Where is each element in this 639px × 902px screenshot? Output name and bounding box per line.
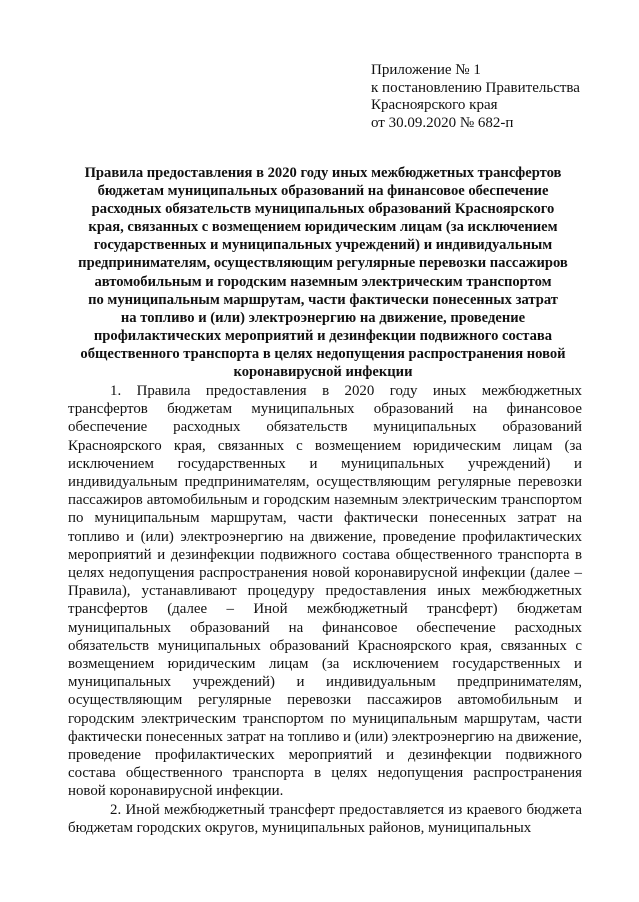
title-line: по муниципальным маршрутам, части фактически понесенных затрат — [88, 291, 558, 308]
title-line: государственных и муниципальных учреждений) и индивидуальным — [93, 237, 553, 254]
annex-reference: к постановлению Правительства — [371, 79, 580, 96]
title-line: расходных обязательств муниципальных образований Красноярского — [91, 201, 555, 218]
document-title — [60, 164, 586, 381]
annex-date-number: от 30.09.2020 № 682-п — [371, 114, 514, 131]
title-line: автомобильным и городским наземным электрическим транспортом — [94, 273, 552, 290]
title-line: коронавирусной инфекции — [233, 364, 413, 381]
title-line: профилактических мероприятий и дезинфекции подвижного состава — [93, 327, 553, 344]
annex-header — [371, 62, 621, 132]
title-line: края, связанных с возмещением юридическим лицам (за исключением — [88, 219, 558, 236]
paragraph-1: 1. Правила предоставления в 2020 году иных межбюджетных трансфертов бюджетам муниципальных образований на финансовое обеспечение расходных обязательств муниципальных образований Красноярского края, связанных с возмещением юридическим лицам (за исключением государственных и муниципальных учреждений) и индивидуальным предпринимателям, осуществляющим регулярные перевозки пассажиров автомобильным и городским наземным электрическим транспортом по муниципальным маршрутам, части фактически понесенных затрат на топливо и (или) электроэнергию на движение, проведение профилактических мероприятий и дезинфекции подвижного состава общественного транспорта в целях недопущения распространения новой коронавирусной инфекции (далее – Правила), устанавливают процедуру предоставления иных межбюджетных трансфертов (далее – Иной межбюджетный трансферт) бюджетам муниципальных образований на финансовое обеспечение расходных обязательств муниципальных образований Красноярского края, связанных с возмещением юридическим лицам (за исключением государственных и муниципальных учреждений) и индивидуальным предпринимателям, осуществляющим регулярные перевозки пассажиров автомобильным и городским электрическим транспортом по муниципальным маршрутам, части фактически понесенных затрат на топливо и (или) электроэнергию на движение, проведение профилактических мероприятий и дезинфекции подвижного состава общественного транспорта в целях недопущения распространения новой коронавирусной инфекции. — [68, 383, 582, 800]
paragraph-2: 2. Иной межбюджетный трансферт предоставляется из краевого бюджета бюджетам городских округов, муниципальных районов, муниципальных — [68, 801, 582, 836]
title-line: бюджетам муниципальных образований на финансовое обеспечение — [97, 183, 549, 200]
title-line: предпринимателям, осуществляющим регулярные перевозки пассажиров — [78, 255, 568, 272]
annex-region: Красноярского края — [371, 97, 498, 113]
annex-number: Приложение № 1 — [371, 62, 481, 78]
title-line: Правила предоставления в 2020 году иных межбюджетных трансфертов — [84, 165, 562, 181]
title-line: на топливо и (или) электроэнергию на движение, проведение — [120, 309, 526, 326]
title-line: общественного транспорта в целях недопущения распространения новой — [80, 345, 566, 362]
document-body — [68, 382, 582, 837]
